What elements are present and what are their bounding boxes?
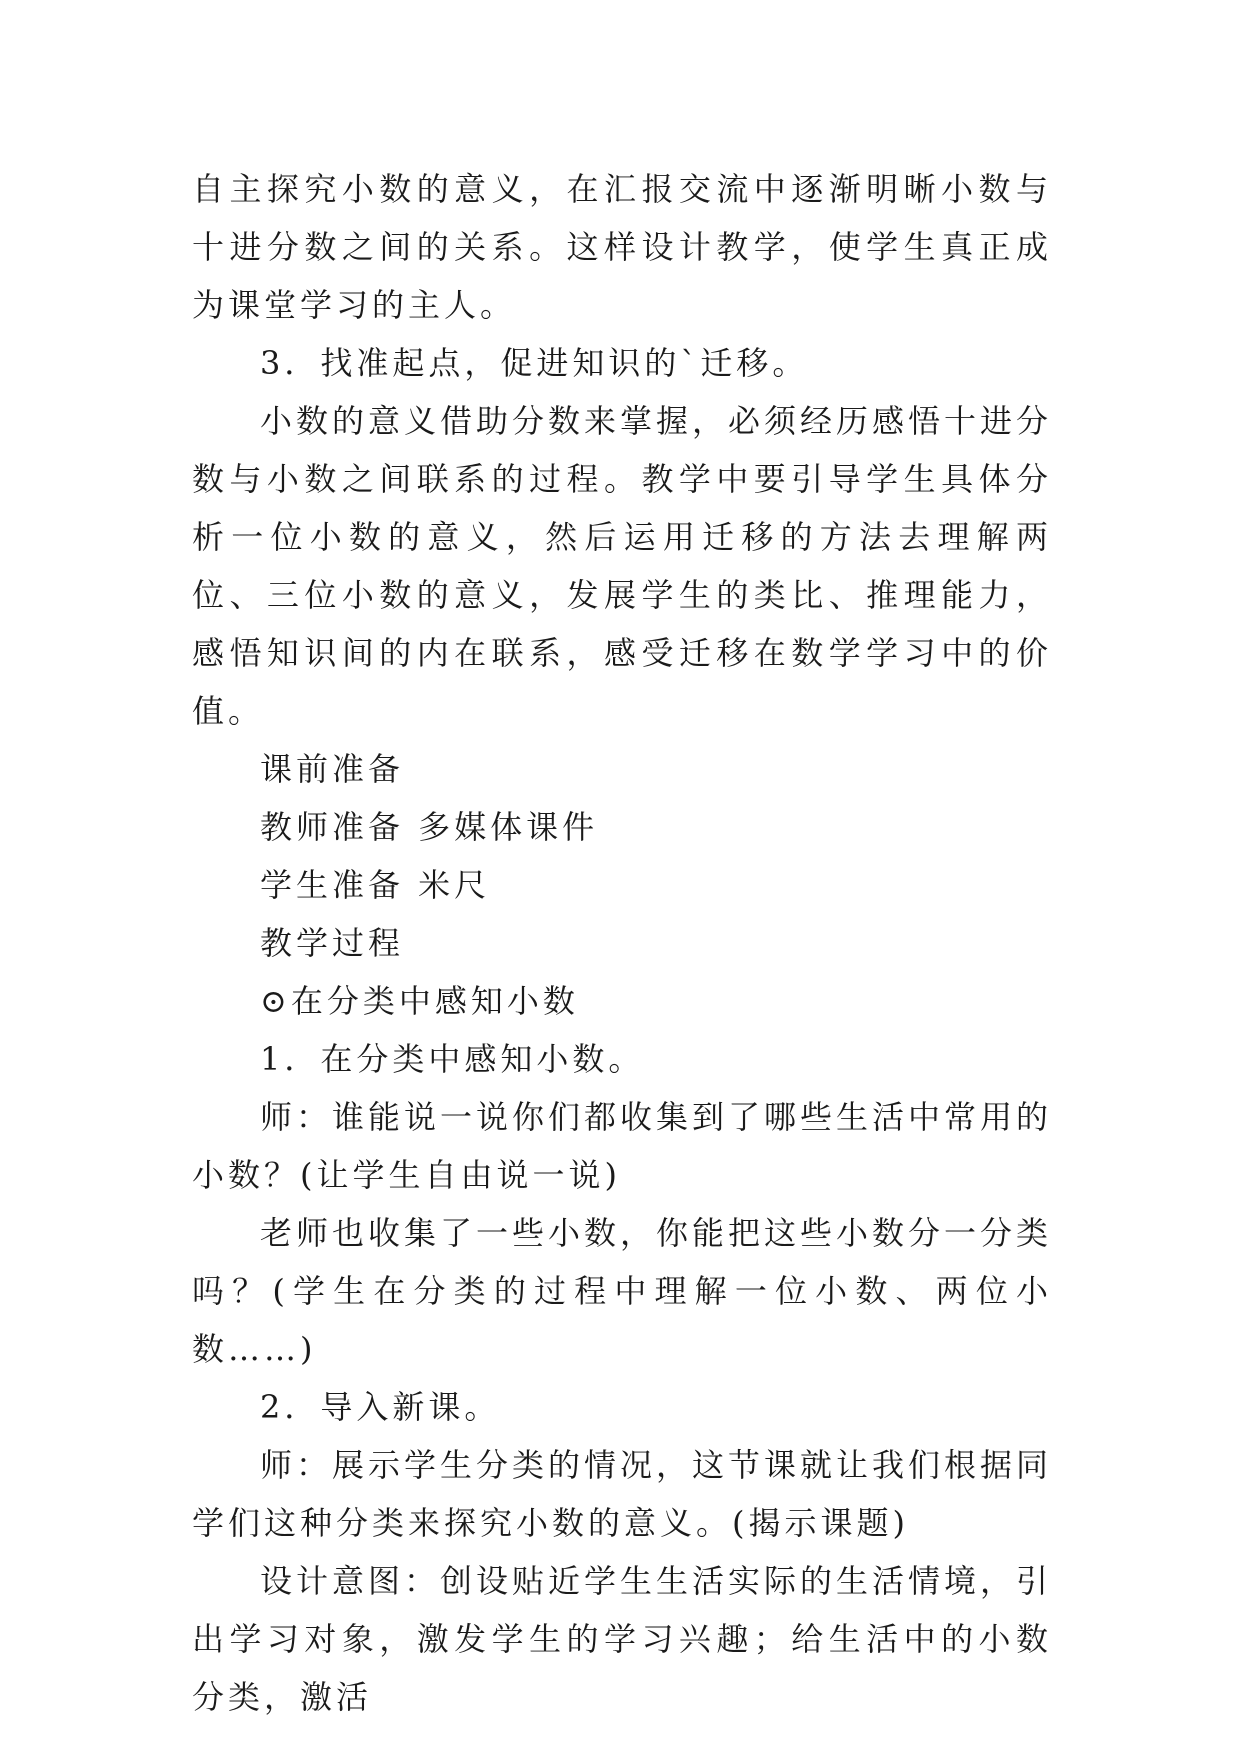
step-1-title: 1．在分类中感知小数。 [260,1040,645,1078]
paragraph-design-intent: 设计意图：创设贴近学生生活实际的生活情境，引出学习对象，激发学生的学习兴趣；给生活中的小数分类，激活 [192,1562,1053,1716]
heading-find-starting-point: 3．找准起点，促进知识的`迁移。 [260,344,809,382]
teacher-preparation: 教师准备 多媒体课件 [260,808,599,846]
step-2-title: 2．导入新课。 [260,1388,501,1426]
paragraph-teacher-question: 师：谁能说一说你们都收集到了哪些生活中常用的小数？(让学生自由说一说) [192,1098,1053,1194]
paragraph-intro-continued: 自主探究小数的意义，在汇报交流中逐渐明晰小数与十进分数之间的关系。这样设计教学，使学生真正成为课堂学习的主人。 [192,170,1052,324]
student-preparation: 学生准备 米尺 [260,866,491,904]
section-title-classification: ⊙在分类中感知小数 [260,982,579,1020]
heading-teaching-process: 教学过程 [260,924,405,962]
heading-preparation: 课前准备 [260,750,405,788]
paragraph-decimal-meaning: 小数的意义借助分数来掌握，必须经历感悟十进分数与小数之间联系的过程。教学中要引导学生具体分析一位小数的意义，然后运用迁移的方法去理解两位、三位小数的意义，发展学生的类比、推理能力，感悟知识间的内在联系，感受迁移在数学学习中的价值。 [192,402,1053,730]
paragraph-classify-decimals: 老师也收集了一些小数，你能把这些小数分一分类吗？(学生在分类的过程中理解一位小数、两位小数……) [192,1214,1053,1368]
document-body [192,160,1052,1726]
paragraph-show-classification: 师：展示学生分类的情况，这节课就让我们根据同学们这种分类来探究小数的意义。(揭示课题) [192,1446,1053,1542]
